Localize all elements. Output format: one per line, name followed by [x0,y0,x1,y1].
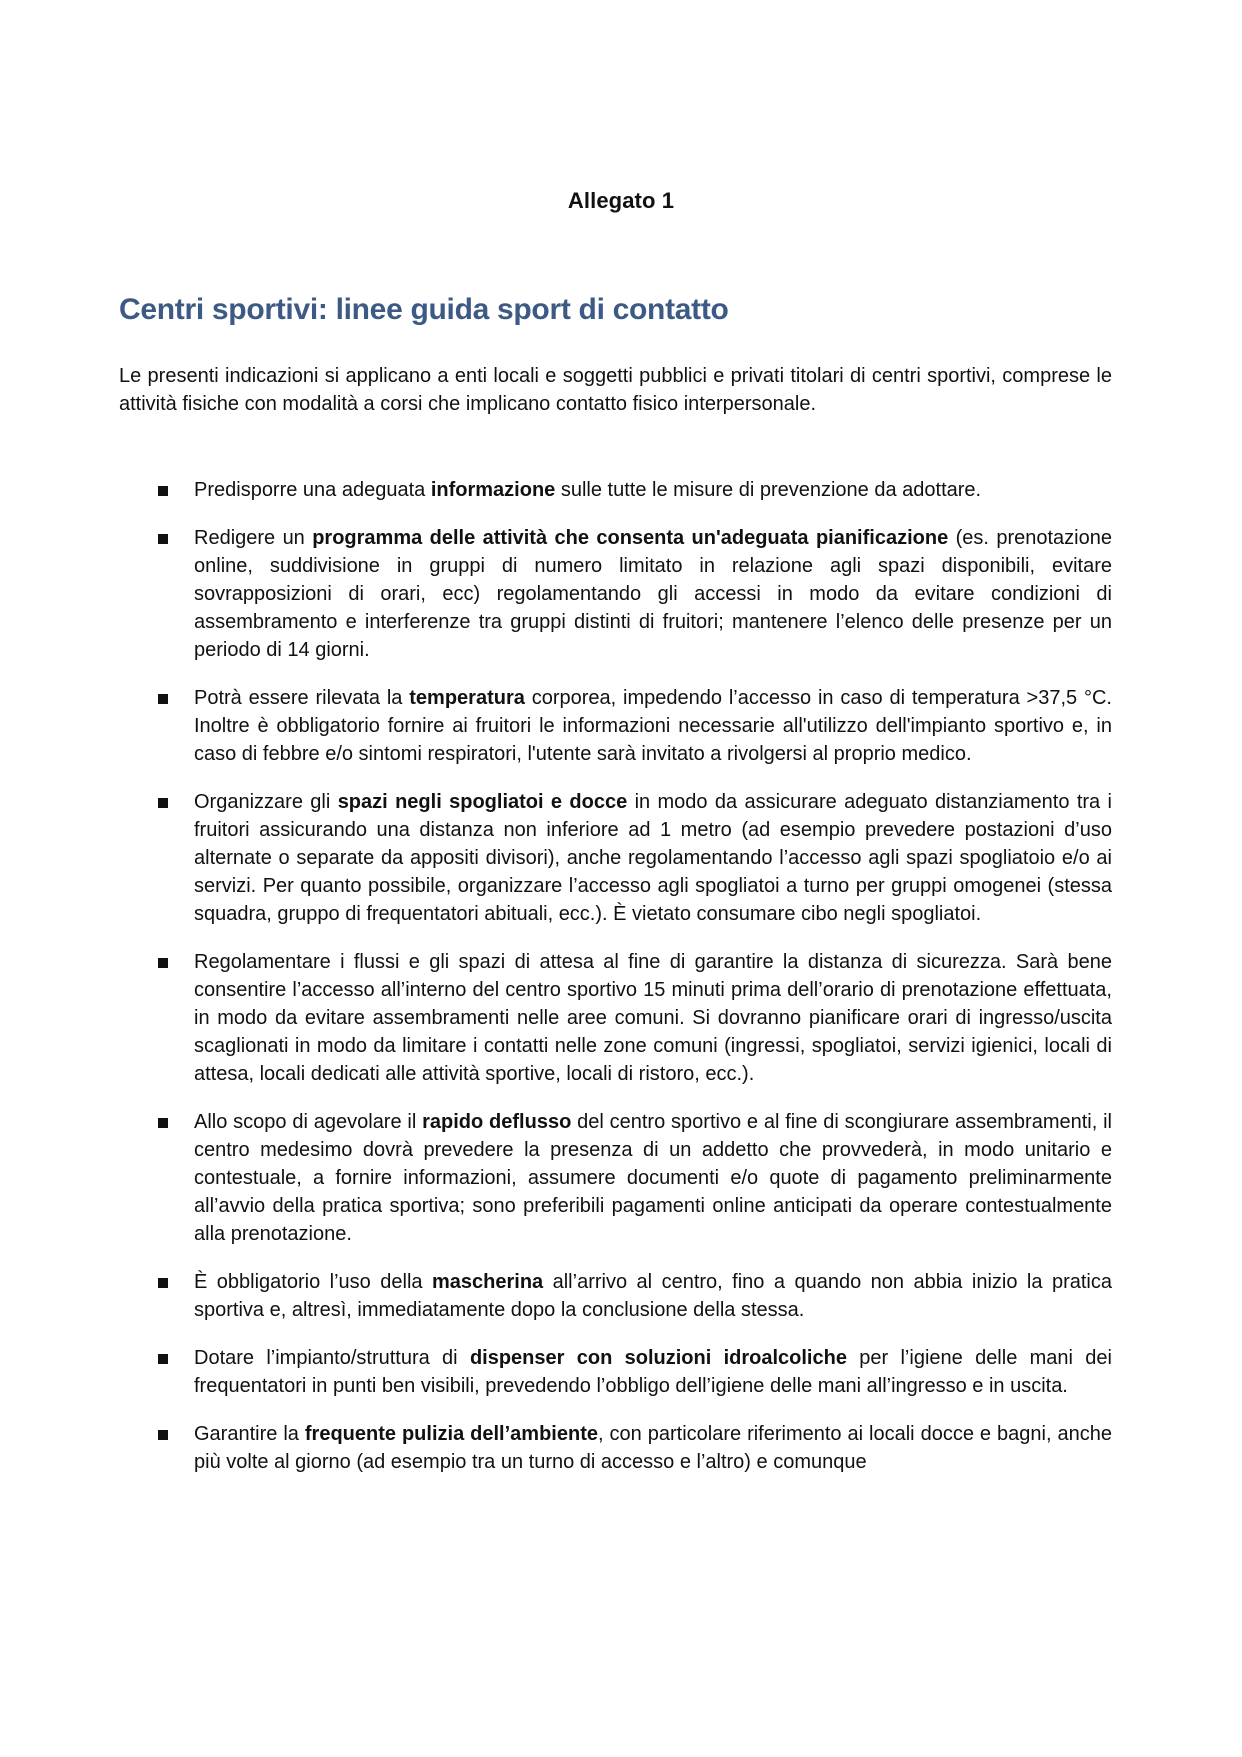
list-item-text [194,791,1112,925]
text-segment: per l’igiene delle mani dei frequentatori in punti ben visibili, prevedendo l’obbligo dell’igiene delle mani all’ingresso e in uscita. [194,1347,1112,1397]
list-item-text [194,1423,1112,1473]
text-segment: in modo da assicurare adeguato distanziamento tra i fruitori assicurando una distanza non inferiore ad 1 metro (ad esempio prevedere postazioni d’uso alternate o separate da appositi divisori), anche regolamentando l’accesso agli spazi spogliatoio e/o ai servizi. Per quanto possibile, organizzare l’accesso agli spogliatoi a turno per gruppi omogenei (stessa squadra, gruppo di frequentatori abituali, ecc.). È vietato consumare cibo negli spogliatoi. [194,791,1112,925]
text-segment: del centro sportivo e al fine di scongiurare assembramenti, il centro medesimo dovrà prevedere la presenza di un addetto che provvederà, in modo unitario e contestuale, a fornire informazioni, assumere documenti e/o quote di pagamento preliminarmente all’avvio della pratica sportiva; sono preferibili pagamenti online anticipati da operare contestualmente alla prenotazione. [194,1111,1112,1245]
bold-keyword: programma delle attività che consenta un'adeguata pianificazione [312,527,949,549]
list-item-text [194,1271,1112,1321]
document-heading: Centri sportivi: linee guida sport di contatto [119,293,729,326]
bold-keyword: dispenser con soluzioni idroalcoliche [469,1347,847,1369]
square-bullet-icon [158,1354,168,1364]
text-segment: Regolamentare i flussi e gli spazi di attesa al fine di garantire la distanza di sicurezza. Sarà bene consentire l’accesso all’interno del centro sportivo 15 minuti prima dell’orario di prenotazione effettuata, in modo da evitare assembramenti nelle aree comuni. Si dovranno pianificare orari di ingresso/uscita scaglionati in modo da limitare i contatti nelle zone comuni (ingressi, spogliatoi, servizi igienici, locali di attesa, locali dedicati alle attività sportive, locali di ristoro, ecc.). [194,951,1112,1085]
bold-keyword: mascherina [431,1271,544,1293]
list-item [0,788,1112,928]
square-bullet-icon [158,486,168,496]
text-segment: Predisporre una adeguata [194,479,431,501]
square-bullet-icon [158,958,168,968]
list-item-text [194,1111,1112,1245]
bold-keyword: temperatura [409,687,525,709]
text-segment: È obbligatorio l’uso della [194,1271,432,1293]
list-item [0,948,1112,1088]
list-item [0,476,1112,504]
text-segment: Allo scopo di agevolare il [194,1111,423,1133]
bold-keyword: frequente pulizia dell’ambiente [304,1423,598,1445]
list-item [0,1420,1112,1476]
square-bullet-icon [158,1118,168,1128]
square-bullet-icon [158,694,168,704]
square-bullet-icon [158,1278,168,1288]
text-segment: Organizzare gli [194,791,338,813]
text-segment: Dotare l’impianto/struttura di [194,1347,470,1369]
list-item [0,1108,1112,1248]
list-item-text [194,951,1112,1085]
bold-keyword: rapido deflusso [422,1111,572,1133]
guidelines-list [0,476,1242,1496]
text-segment: , con particolare riferimento ai locali docce e bagni, anche più volte al giorno (ad esempio tra un turno di accesso e l’altro) e comunque [194,1423,1112,1473]
text-segment: Redigere un [194,527,313,549]
text-segment: sulle tutte le misure di prevenzione da adottare. [555,479,982,501]
list-item [0,1268,1112,1324]
bold-keyword: spazi negli spogliatoi e docce [337,791,628,813]
list-item [0,524,1112,664]
text-segment: Potrà essere rilevata la [194,687,410,709]
text-segment: all’arrivo al centro, fino a quando non abbia inizio la pratica sportiva e, altresì, immediatamente dopo la conclusione della stessa. [194,1271,1112,1321]
intro-paragraph: Le presenti indicazioni si applicano a enti locali e soggetti pubblici e privati titolari di centri sportivi, comprese le attività fisiche con modalità a corsi che implicano contatto fisico interpersonale. [119,365,1112,415]
annex-title: Allegato 1 [567,188,675,213]
list-item [0,1344,1112,1400]
text-segment: corporea, impedendo l’accesso in caso di temperatura >37,5 °C. Inoltre è obbligatorio fornire ai fruitori le informazioni necessarie all'utilizzo dell'impianto sportivo e, in caso di febbre e/o sintomi respiratori, l'utente sarà invitato a rivolgersi al proprio medico. [194,687,1112,765]
list-item-text [194,527,1112,661]
list-item [0,684,1112,768]
text-segment: Garantire la [194,1423,305,1445]
list-item-text [194,1347,1112,1397]
square-bullet-icon [158,798,168,808]
text-segment: (es. prenotazione online, suddivisione in gruppi di numero limitato in relazione agli spazi disponibili, evitare sovrapposizioni di orari, ecc) regolamentando gli accessi in modo da evitare condizioni di assembramento e interferenze tra gruppi distinti di fruitori; mantenere l’elenco delle presenze per un periodo di 14 giorni. [194,527,1112,661]
square-bullet-icon [158,1430,168,1440]
square-bullet-icon [158,534,168,544]
bold-keyword: informazione [430,479,556,501]
list-item-text [194,687,1112,765]
list-item-text [194,479,981,501]
